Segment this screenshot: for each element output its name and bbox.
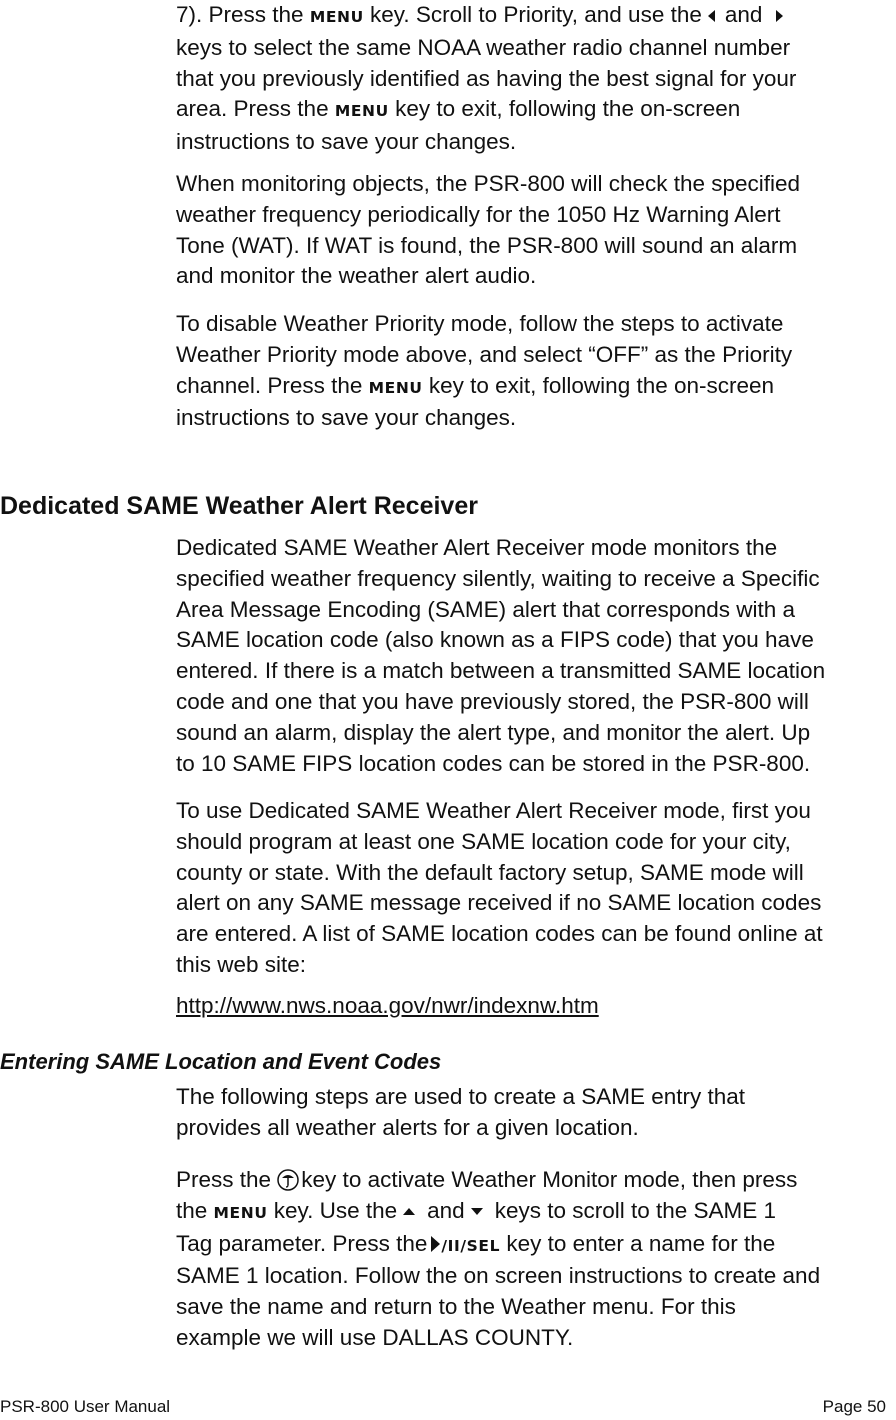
noaa-url-link[interactable]: http://www.nws.noaa.gov/nwr/indexnw.htm — [176, 993, 599, 1018]
menu-key-label: MENU — [213, 1203, 268, 1222]
text-line: should program at least one SAME location code for your city, — [176, 828, 791, 854]
menu-key-label: MENU — [334, 102, 389, 121]
entering-steps-paragraph — [176, 1165, 896, 1354]
text-line: entered. If there is a match between a transmitted SAME location — [176, 658, 826, 684]
text-fragment: the — [176, 1197, 214, 1223]
disable-paragraph — [176, 309, 896, 434]
text-line — [176, 1229, 896, 1262]
text-fragment: key to exit, following the on-screen — [388, 96, 741, 122]
text-line: keys to select the same NOAA weather radio channel number — [176, 34, 791, 60]
dedicated-use-paragraph — [176, 796, 896, 981]
section-heading: Dedicated SAME Weather Alert Receiver — [0, 492, 478, 520]
text-fragment: Tag parameter. Press the — [176, 1230, 428, 1256]
url-paragraph — [176, 991, 896, 1022]
text-line — [176, 1196, 896, 1229]
left-arrow-key-icon — [708, 10, 715, 22]
text-line: code and one that you have previously stored, the PSR-800 will — [176, 688, 809, 714]
text-fragment: key. Scroll to Priority, and use the — [363, 2, 702, 27]
monitoring-paragraph — [176, 169, 896, 292]
text-line: Weather Priority mode above, and select “OFF” as the Priority — [176, 341, 793, 367]
text-line — [176, 1165, 896, 1196]
text-line: instructions to save your changes. — [176, 405, 517, 431]
text-fragment: key to enter a name for the — [500, 1230, 776, 1256]
text-fragment: channel. Press the — [176, 372, 369, 398]
text-fragment: Press the — [176, 1167, 278, 1192]
footer-manual-title: PSR-800 User Manual — [0, 1397, 171, 1416]
text-line: specified weather frequency silently, waiting to receive a Specific — [176, 565, 820, 591]
text-line: and monitor the weather alert audio. — [176, 263, 537, 289]
text-line: this web site: — [176, 951, 307, 977]
text-line: To use Dedicated SAME Weather Alert Receiver mode, first you — [176, 798, 811, 823]
text-line: example we will use DALLAS COUNTY. — [176, 1324, 574, 1350]
weather-key-icon — [277, 1169, 299, 1191]
text-line: provides all weather alerts for a given location. — [176, 1114, 639, 1140]
text-line: SAME 1 location. Follow the on screen instructions to create and — [176, 1263, 821, 1289]
footer-page-number: Page 50 — [822, 1397, 886, 1416]
text-line: When monitoring objects, the PSR-800 will check the specified — [176, 171, 801, 196]
text-line: sound an alarm, display the alert type, and monitor the alert. Up — [176, 719, 811, 745]
menu-key-label: MENU — [309, 8, 364, 26]
text-line: county or state. With the default factory setup, SAME mode will — [176, 859, 804, 885]
text-line: save the name and return to the Weather menu. For this — [176, 1294, 736, 1320]
text-fragment: key. Use the — [267, 1197, 398, 1223]
text-line — [176, 371, 896, 404]
text-line: Dedicated SAME Weather Alert Receiver mode monitors the — [176, 535, 778, 560]
text-line: Area Message Encoding (SAME) alert that corresponds with a — [176, 596, 796, 622]
menu-key-label: MENU — [368, 378, 423, 397]
text-line: To disable Weather Priority mode, follow the steps to activate — [176, 311, 784, 336]
text-line: SAME location code (also known as a FIPS code) that you have — [176, 627, 814, 653]
dedicated-intro-paragraph — [176, 533, 896, 779]
and-word: and — [427, 1197, 465, 1223]
entering-intro-paragraph — [176, 1082, 896, 1144]
text-fragment: keys to scroll to the SAME 1 — [494, 1197, 777, 1223]
right-arrow-key-icon — [776, 10, 783, 22]
text-line — [176, 94, 896, 127]
text-line: instructions to save your changes. — [176, 129, 517, 155]
play-pause-sel-key-label: /II/SEL — [441, 1236, 501, 1255]
down-arrow-key-icon — [471, 1208, 483, 1215]
text-fragment: key to activate Weather Monitor mode, then press — [301, 1167, 798, 1192]
text-line: to 10 SAME FIPS location codes can be stored in the PSR-800. — [176, 750, 811, 776]
priority-step-paragraph — [176, 0, 896, 158]
text-line: Tone (WAT). If WAT is found, the PSR-800 will sound an alarm — [176, 232, 798, 258]
play-key-icon — [431, 1236, 440, 1252]
text-fragment: 7). Press the — [176, 2, 310, 27]
text-line: that you previously identified as having the best signal for your — [176, 65, 797, 91]
up-arrow-key-icon — [403, 1208, 415, 1215]
text-fragment: key to exit, following the on-screen — [422, 372, 775, 398]
text-line: weather frequency periodically for the 1050 Hz Warning Alert — [176, 201, 781, 227]
and-word: and — [724, 2, 763, 27]
subsection-heading: Entering SAME Location and Event Codes — [0, 1049, 442, 1074]
text-line: The following steps are used to create a SAME entry that — [176, 1084, 746, 1109]
text-fragment: area. Press the — [176, 96, 335, 122]
text-line — [176, 0, 896, 33]
text-line: are entered. A list of SAME location codes can be found online at — [176, 921, 823, 947]
text-line: alert on any SAME message received if no SAME location codes — [176, 890, 822, 916]
